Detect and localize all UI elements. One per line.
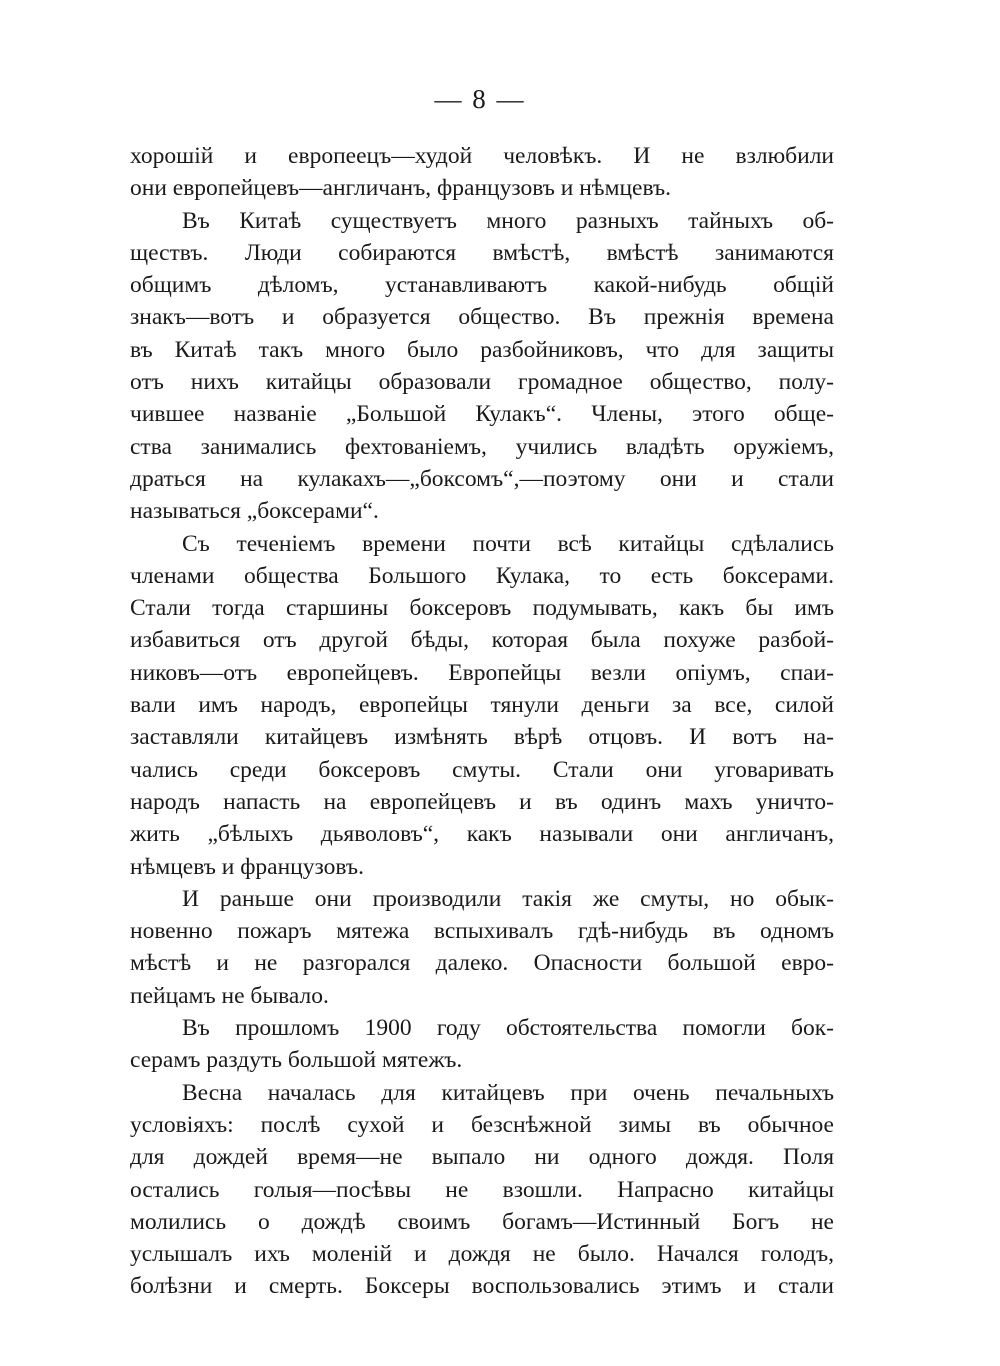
text-line: услышалъ ихъ моленій и дождя не было. Начался голодъ, — [130, 1241, 834, 1268]
text-line: болѣзни и смерть. Боксеры воспользовались этимъ и стали — [130, 1273, 834, 1300]
text-line: чившее названіе „Большой Кулакъ“. Члены, этого обще- — [130, 401, 834, 428]
text-line: для дождей время—не выпало ни одного дождя. Поля — [130, 1144, 834, 1171]
text-line: мѣстѣ и не разгорался далеко. Опасности большой евро- — [130, 950, 834, 977]
text-line: остались голыя—посѣвы не взошли. Напрасно китайцы — [130, 1176, 834, 1203]
page-number: — 8 — — [434, 84, 526, 114]
text-line: избавиться отъ другой бѣды, которая была похуже разбой- — [130, 627, 834, 654]
text-line: ществъ. Люди собираются вмѣстѣ, вмѣстѣ занимаются — [130, 239, 834, 266]
text-line: въ Китаѣ такъ много было разбойниковъ, что для защиты — [130, 336, 834, 363]
text-line: ства занимались фехтованіемъ, учились владѣть оружіемъ, — [130, 433, 834, 460]
text-line: драться на кулакахъ—„боксомъ“,—поэтому они и стали — [130, 465, 834, 492]
text-line: заставляли китайцевъ измѣнять вѣрѣ отцовъ. И вотъ на- — [130, 724, 834, 751]
text-line: Въ Китаѣ существуетъ много разныхъ тайныхъ об- — [182, 207, 834, 234]
text-line: чались среди боксеровъ смуты. Стали они уговаривать — [130, 756, 834, 783]
text-line: они европейцевъ—англичанъ, французовъ и нѣмцевъ. — [130, 175, 671, 202]
text-line: И раньше они производили такія же смуты, но обык- — [182, 885, 834, 912]
text-line: молились о дождѣ своимъ богамъ—Истинный Богъ не — [130, 1208, 834, 1235]
text-line: называться „боксерами“. — [130, 498, 379, 525]
text-line: пейцамъ не бывало. — [130, 982, 329, 1009]
text-line: Стали тогда старшины боксеровъ подумывать, какъ бы имъ — [130, 595, 834, 622]
text-line: новенно пожаръ мятежа вспыхивалъ гдѣ-нибудь въ одномъ — [130, 918, 834, 945]
text-line: народъ напасть на европейцевъ и въ одинъ махъ уничто- — [130, 788, 834, 815]
text-line: отъ нихъ китайцы образовали громадное общество, полу- — [130, 369, 834, 396]
text-line: знакъ—вотъ и образуется общество. Въ прежнія времена — [130, 304, 834, 331]
text-line: нѣмцевъ и французовъ. — [130, 853, 364, 880]
text-line: никовъ—отъ европейцевъ. Европейцы везли опіумъ, спаи- — [130, 659, 834, 686]
text-line: хорошій и европеецъ—худой человѣкъ. И не взлюбили — [130, 143, 834, 169]
text-line: членами общества Большого Кулака, то есть боксерами. — [130, 562, 834, 589]
text-line: Съ теченіемъ времени почти всѣ китайцы сдѣлались — [182, 530, 834, 557]
text-line: условіяхъ: послѣ сухой и безснѣжной зимы въ обычное — [130, 1111, 834, 1138]
text-line: жить „бѣлыхъ дьяволовъ“, какъ называли они англичанъ, — [130, 821, 834, 848]
text-line: вали имъ народъ, европейцы тянули деньги за все, силой — [130, 692, 834, 719]
text-line: общимъ дѣломъ, устанавливаютъ какой-нибудь общій — [130, 272, 834, 299]
text-line: Весна началась для китайцевъ при очень печальныхъ — [182, 1079, 834, 1106]
text-line: серамъ раздуть большой мятежъ. — [130, 1047, 463, 1074]
body-text — [130, 140, 834, 1303]
text-line: Въ прошломъ 1900 году обстоятельства помогли бок- — [182, 1015, 834, 1042]
